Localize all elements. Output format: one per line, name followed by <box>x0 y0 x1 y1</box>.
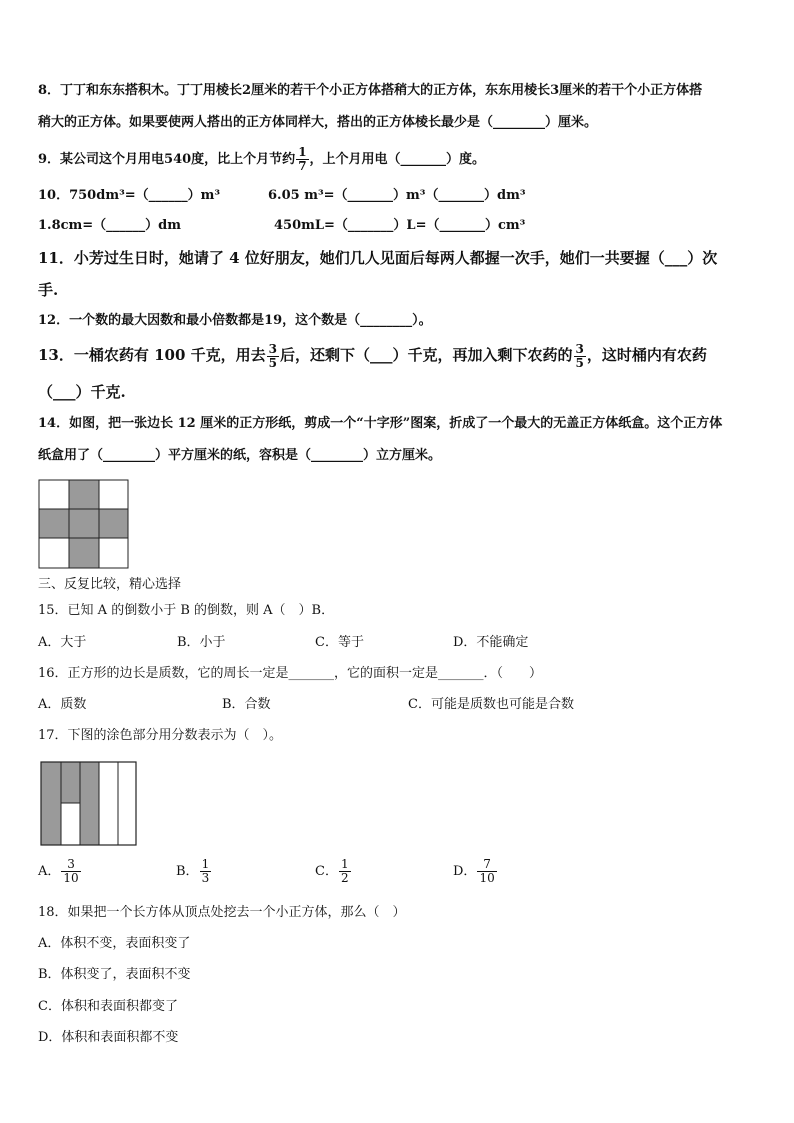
q17-option-a-label: A． <box>38 864 61 879</box>
q17-option-d-fraction <box>477 858 496 885</box>
net-cell-4 <box>39 509 69 538</box>
q13-frac1-num: 3 <box>268 341 277 356</box>
q9-fraction <box>296 146 308 173</box>
q13-mid: 后，还剩下（___）千克，再加入剩下农药的 <box>280 346 573 364</box>
q17-option-c-label: C． <box>315 864 338 879</box>
shade-col-3 <box>80 762 99 845</box>
q16-stem: 16．正方形的边长是质数，它的周长一定是_______，它的面积一定是_______．（ ） <box>38 666 543 681</box>
q15-option-a[interactable]: A．大于 <box>38 635 87 650</box>
q17-option-b-fraction <box>200 858 212 885</box>
q10-c: 1.8cm=（______）dm <box>38 218 182 233</box>
q17-option-d-label: D． <box>453 864 477 879</box>
q18-option-d[interactable]: D．体积和表面积都不变 <box>38 1030 179 1045</box>
q14-line1: 14．如图，把一张边长 12 厘米的正方形纸，剪成一个“十字形”图案，折成了一个最大的无盖正方体纸盒。这个正方体 <box>38 416 723 431</box>
q17-option-c-fraction <box>339 858 351 885</box>
q10-b: 6.05 m³=（_______）m³（_______）dm³ <box>268 188 526 203</box>
q17-option-b[interactable] <box>176 858 212 885</box>
q17-b-den: 3 <box>201 871 210 885</box>
q17-c-den: 2 <box>340 871 349 885</box>
q13-pre: 13．一桶农药有 100 千克，用去 <box>38 346 266 364</box>
q13-fraction-2 <box>574 343 586 370</box>
q17-b-num: 1 <box>201 857 210 871</box>
net-cell-6 <box>99 509 128 538</box>
q17-stem: 17．下图的涂色部分用分数表示为（ ）。 <box>38 728 283 743</box>
q18-option-a[interactable]: A．体积不变，表面积变了 <box>38 936 191 951</box>
q17-option-a-fraction <box>61 858 80 885</box>
q13-frac2-den: 5 <box>575 355 584 370</box>
net-cell-8 <box>69 538 99 568</box>
net-cell-3 <box>99 480 128 509</box>
q11-line2: 手. <box>38 281 59 299</box>
q15-option-b[interactable]: B．小于 <box>177 635 226 650</box>
net-cell-2 <box>69 480 99 509</box>
q17-a-num: 3 <box>67 857 75 871</box>
q15-option-c[interactable]: C．等于 <box>315 635 364 650</box>
q17-option-a[interactable] <box>38 858 82 885</box>
q10-d: 450mL=（_______）L=（_______）cm³ <box>274 218 526 233</box>
cross-net-figure <box>38 479 130 569</box>
net-cell-9 <box>99 538 128 568</box>
q12: 12．一个数的最大因数和最小倍数都是19，这个数是（________）。 <box>38 313 432 328</box>
q17-c-num: 1 <box>340 857 349 871</box>
q9-frac-num: 1 <box>298 145 307 159</box>
net-cell-7 <box>39 538 69 568</box>
q17-d-den: 10 <box>479 871 495 885</box>
section-3-heading: 三、反复比较，精心选择 <box>38 577 182 592</box>
q17-d-num: 7 <box>483 857 491 871</box>
q18-option-c[interactable]: C．体积和表面积都变了 <box>38 999 178 1014</box>
q13-line2: （___）千克. <box>38 383 126 401</box>
q17-option-d[interactable] <box>453 858 498 885</box>
q16-option-c[interactable]: C．可能是质数也可能是合数 <box>408 697 574 712</box>
q17-option-c[interactable] <box>315 858 352 885</box>
q13-fraction-1 <box>267 343 279 370</box>
q13-frac2-num: 3 <box>575 341 584 356</box>
q8-line2: 稍大的正方体。如果要使两人搭出的正方体同样大，搭出的正方体棱长最少是（________）厘米。 <box>38 115 598 130</box>
shaded-fraction-figure <box>40 761 138 847</box>
q15-option-d[interactable]: D．不能确定 <box>453 635 529 650</box>
q10-a: 10．750dm³=（______）m³ <box>38 188 221 203</box>
q14-line2: 纸盒用了（________）平方厘米的纸，容积是（________）立方厘米。 <box>38 448 442 463</box>
q18-option-b[interactable]: B．体积变了，表面积不变 <box>38 967 191 982</box>
q16-option-b[interactable]: B．合数 <box>222 697 271 712</box>
shade-col-2-top <box>61 762 80 803</box>
q13-line1 <box>38 340 707 370</box>
q17-option-b-label: B． <box>176 864 199 879</box>
q13-frac1-den: 5 <box>268 355 277 370</box>
shade-col-1 <box>41 762 61 845</box>
q18-stem: 18．如果把一个长方体从顶点处挖去一个小正方体，那么（ ） <box>38 905 406 920</box>
q9-frac-den: 7 <box>298 159 307 173</box>
q15-stem: 15．已知 A 的倒数小于 B 的倒数，则 A（ ）B． <box>38 603 335 618</box>
q9-post: ，上个月用电（_______）度。 <box>309 152 486 167</box>
q11-line1: 11．小芳过生日时，她请了 4 位好朋友，她们几人见面后每两人都握一次手，她们一共要握（___）次 <box>38 249 718 267</box>
q16-option-a[interactable]: A．质数 <box>38 697 87 712</box>
q13-post: ，这时桶内有农药 <box>586 346 707 364</box>
q8-line1: 8．丁丁和东东搭积木。丁丁用棱长2厘米的若干个小正方体搭稍大的正方体，东东用棱长3厘米的若干个小正方体搭 <box>38 83 703 98</box>
net-cell-1 <box>39 480 69 509</box>
net-cell-5 <box>69 509 99 538</box>
q9 <box>38 146 485 173</box>
q17-a-den: 10 <box>63 871 79 885</box>
q9-pre: 9．某公司这个月用电540度，比上个月节约 <box>38 152 296 167</box>
